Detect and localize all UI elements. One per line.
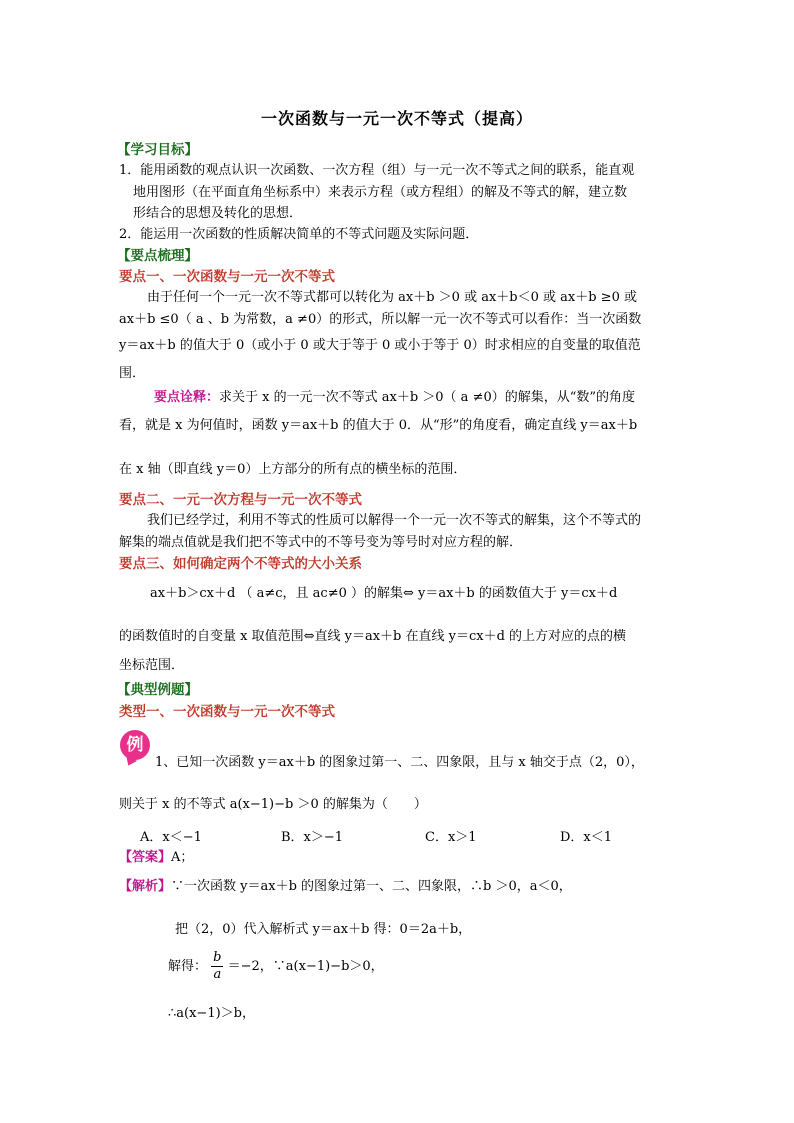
keypoint-3-title: 要点三、如何确定两个不等式的大小关系 (119, 556, 362, 572)
note-text-1: 求关于 x 的一元一次不等式 ax＋b ＞0（ a ≠0）的解集，从“数”的角度 (219, 390, 636, 405)
analysis-solve-rest: ＝−2，∵a(x−1)−b＞0， (227, 959, 384, 974)
objective-2: 2．能运用一次函数的性质解决简单的不等式问题及实际问题． (119, 227, 479, 242)
question-line-1: 1、已知一次函数 y＝ax＋b 的图象过第一、二、四象限，且与 x 轴交于点（2，0）， (155, 755, 644, 770)
analysis-line-2: 把（2，0）代入解析式 y＝ax＋b 得：0＝2a＋b， (175, 922, 472, 937)
note-label: 要点诠释： (154, 390, 220, 405)
analysis-line-3 (168, 950, 384, 983)
keypoints-heading: 【要点梳理】 (117, 248, 198, 264)
question-line-2: 则关于 x 的不等式 a(x−1)−b ＞0 的解集为（ ） (119, 797, 427, 812)
objective-1-line-3: 形结合的思想及转化的思想． (133, 206, 303, 221)
fraction-b-over-a (211, 950, 223, 983)
objectives-heading: 【学习目标】 (117, 142, 198, 158)
keypoint-3-line-2: 的函数值时的自变量 x 取值范围⇔直线 y＝ax＋b 在直线 y＝cx＋d 的上方对应的点的横 (119, 629, 627, 644)
examples-heading: 【典型例题】 (117, 682, 198, 698)
keypoint-3-line-3: 坐标范围． (119, 658, 185, 673)
keypoint-2-title: 要点二、一元一次方程与一元一次不等式 (119, 492, 362, 508)
analysis-line-4: ∴a(x−1)＞b， (168, 1006, 255, 1021)
answer-value: A； (171, 850, 194, 865)
keypoint-2-line-1: 我们已经学过，利用不等式的性质可以解得一个一元一次不等式的解集，这个不等式的 (147, 513, 642, 528)
objective-1-line-2: 地用图形（在平面直角坐标系中）来表示方程（或方程组）的解及不等式的解，建立数 (133, 185, 628, 200)
note-line-3: 在 x 轴（即直线 y＝0）上方部分的所有点的横坐标的范围． (119, 462, 467, 477)
keypoint-3-line-1: ax＋b＞cx＋d （ a≠c，且 ac≠0 ）的解集⇔ y＝ax＋b 的函数值大于 y＝cx＋d (150, 586, 618, 601)
fraction-numerator: b (213, 950, 222, 965)
note-line-1 (154, 386, 635, 405)
answer-line (119, 846, 193, 865)
keypoint-1-line-1: 由于任何一个一元一次不等式都可以转化为 ax＋b ＞0 或 ax＋b＜0 或 ax＋b ≥0 或 (147, 290, 637, 305)
keypoint-1-line-3: y＝ax＋b 的值大于 0（或小于 0 或大于等于 0 或小于等于 0）时求相应的自变量的取值范 (119, 338, 641, 353)
note-line-2: 看，就是 x 为何值时，函数 y＝ax＋b 的值大于 0．从“形”的角度看，确定直线 y＝ax＋b (119, 418, 638, 433)
keypoint-1-line-4: 围． (119, 366, 146, 381)
option-d: D．x＜1 (560, 830, 613, 845)
option-a: A．x＜−1 (140, 830, 202, 845)
analysis-text-1: ∵一次函数 y＝ax＋b 的图象过第一、二、四象限，∴b ＞0，a＜0， (171, 879, 572, 894)
answer-label: 【答案】 (119, 850, 172, 865)
keypoint-1-line-2: ax＋b ≤0（ a 、b 为常数，a ≠0）的形式，所以解一元一次不等式可以看作：当一次函数 (119, 312, 642, 327)
fraction-denominator: a (213, 967, 222, 982)
keypoint-2-line-2: 解集的端点值就是我们把不等式中的不等号变为等号时对应方程的解． (119, 535, 523, 550)
keypoint-1-title: 要点一、一次函数与一元一次不等式 (119, 269, 335, 285)
objective-1-line-1: 1．能用函数的观点认识一次函数、一次方程（组）与一元一次不等式之间的联系，能直观 (119, 163, 635, 178)
analysis-solve-label: 解得： (168, 959, 208, 974)
example-badge-icon: 例 (120, 730, 150, 760)
analysis-line-1 (119, 875, 572, 894)
analysis-label: 【解析】 (119, 879, 172, 894)
option-c: C．x＞1 (425, 830, 477, 845)
page-title: 一次函数与一元一次不等式（提高） (260, 109, 533, 128)
example-type-1-title: 类型一、一次函数与一元一次不等式 (119, 704, 335, 720)
option-b: B．x＞−1 (281, 830, 344, 845)
